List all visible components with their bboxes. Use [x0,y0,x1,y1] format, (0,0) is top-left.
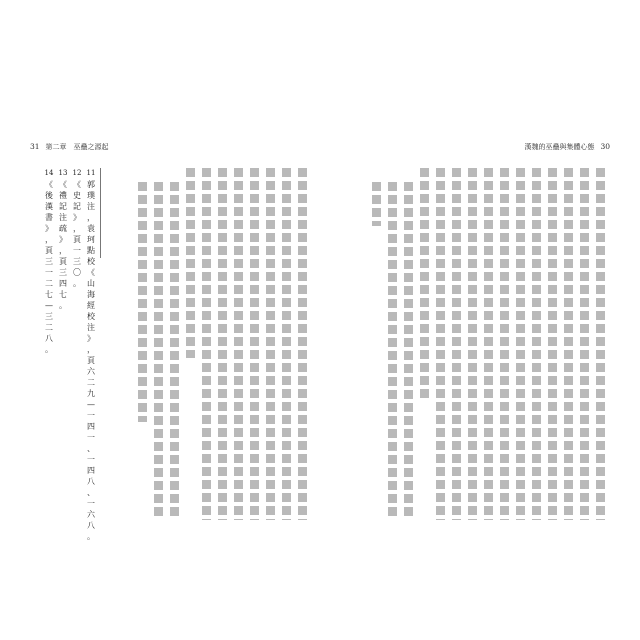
footnote-char: 》 [73,213,81,222]
footnote-marker: 11 [86,169,96,177]
footnote-char: 璞 [87,191,95,200]
left-page-number: 31 [30,142,40,151]
footnote-marker: 14 [44,169,54,177]
footnote-char: 後 [45,191,53,200]
footnote-char: 一 [87,433,95,442]
body-column-placeholder [250,168,259,520]
footnote-char: 二 [45,323,53,332]
left-page [30,140,313,541]
footnote-char: 點 [87,246,95,255]
footnote-char: 二 [87,378,95,387]
footnote-char: 八 [87,521,95,530]
body-column-placeholder [298,168,307,520]
body-column-placeholder [548,168,557,520]
body-column-placeholder [500,168,509,520]
footnote-char: — [45,301,53,310]
footnote-char: 禮 [59,191,67,200]
footnote-char: 注 [59,213,67,222]
footnote-char: 一 [87,499,95,508]
left-chapter-title: 第二章 巫蠱之源起 [45,143,109,151]
body-column-placeholder [580,168,589,520]
footnote-char: 二 [45,279,53,288]
right-page [328,140,610,520]
footnote-char: 六 [87,367,95,376]
footnote-char: ， [45,235,53,244]
quotation-column-placeholder [388,182,397,520]
footnote-char: 八 [87,477,95,486]
footnote-char: 六 [87,510,95,519]
right-running-head [524,140,610,154]
footnote-char: 〇 [73,268,81,277]
body-column-placeholder [234,168,243,520]
footnote-char: 。 [73,279,81,288]
footnote-char: 》 [59,235,67,244]
footnote-char: 記 [59,202,67,211]
left-text-block [30,168,313,541]
footnote-char: 三 [45,257,53,266]
footnote-char: 郭 [87,180,95,189]
footnote-char: 四 [87,422,95,431]
footnote-char: 頁 [45,246,53,255]
footnote-char: 海 [87,290,95,299]
footnote-char: 一 [73,246,81,255]
footnote-char: 。 [87,532,95,541]
footnote-char: 》 [45,224,53,233]
footnote-char: 注 [87,202,95,211]
quotation-column-placeholder [170,182,179,520]
footnote-char: — [87,400,95,409]
footnote-char: 》 [87,334,95,343]
quotation-column-placeholder [372,182,381,226]
footnote-char: 記 [73,202,81,211]
footnote-char: 校 [87,312,95,321]
footnote-char: 《 [59,180,67,189]
body-column-placeholder [218,168,227,520]
footnote-char: 、 [87,444,95,453]
footnote-char: 山 [87,279,95,288]
footnote-char: 珂 [87,235,95,244]
body-column-placeholder [468,168,477,520]
footnote-char: ， [87,213,95,222]
footnote-char: 七 [45,290,53,299]
footnote-char: ， [59,246,67,255]
footnote-char: 四 [87,466,95,475]
body-column-placeholder [202,168,211,520]
right-page-number: 30 [600,142,610,151]
footnote-char: 、 [87,488,95,497]
body-column-placeholder [596,168,605,520]
right-book-title: 漢魏的巫蠱與集體心態 [524,143,595,151]
footnote-char: 一 [87,411,95,420]
body-column-placeholder [484,168,493,520]
body-column-placeholder [282,168,291,520]
footnote-char: 八 [45,334,53,343]
footnote-char: 袁 [87,224,95,233]
footnote-char: 史 [73,191,81,200]
footnote-char: 。 [59,301,67,310]
footnote-char: 《 [73,180,81,189]
footnote-12 [70,168,84,289]
left-running-head [30,140,109,154]
footnote-char: 書 [45,213,53,222]
footnote-char: 經 [87,301,95,310]
body-column-placeholder [436,168,445,520]
footnote-marker: 12 [72,169,82,177]
footnote-char: 三 [73,257,81,266]
footnote-rule [100,168,101,258]
footnote-char: 頁 [87,356,95,365]
footnote-char: 頁 [59,257,67,266]
body-column-placeholder [516,168,525,520]
footnote-char: 三 [45,312,53,321]
footnote-char: 一 [87,455,95,464]
footnote-char: ， [73,224,81,233]
footnote-char: 九 [87,389,95,398]
footnote-char: 《 [87,268,95,277]
footnote-char: 疏 [59,224,67,233]
footnote-char: 三 [59,268,67,277]
footnote-char: 四 [59,279,67,288]
body-column-placeholder [452,168,461,520]
footnote-char: 頁 [73,235,81,244]
footnote-char: 《 [45,180,53,189]
right-text-block [328,168,610,520]
body-column-placeholder [564,168,573,520]
body-column-placeholder [186,168,195,358]
footnote-13 [56,168,70,311]
body-column-placeholder [420,168,429,398]
footnote-char: 七 [59,290,67,299]
quotation-column-placeholder [138,182,147,422]
quotation-column-placeholder [404,182,413,520]
footnote-char: 校 [87,257,95,266]
footnote-char: 注 [87,323,95,332]
footnote-char: ， [87,345,95,354]
body-column-placeholder [266,168,275,520]
footnote-14 [42,168,56,355]
footnote-marker: 13 [58,169,68,177]
footnote-char: 。 [45,345,53,354]
footnote-11 [84,168,98,542]
quotation-column-placeholder [154,182,163,520]
body-column-placeholder [532,168,541,520]
footnote-char: 漢 [45,202,53,211]
footnote-char: 一 [45,268,53,277]
